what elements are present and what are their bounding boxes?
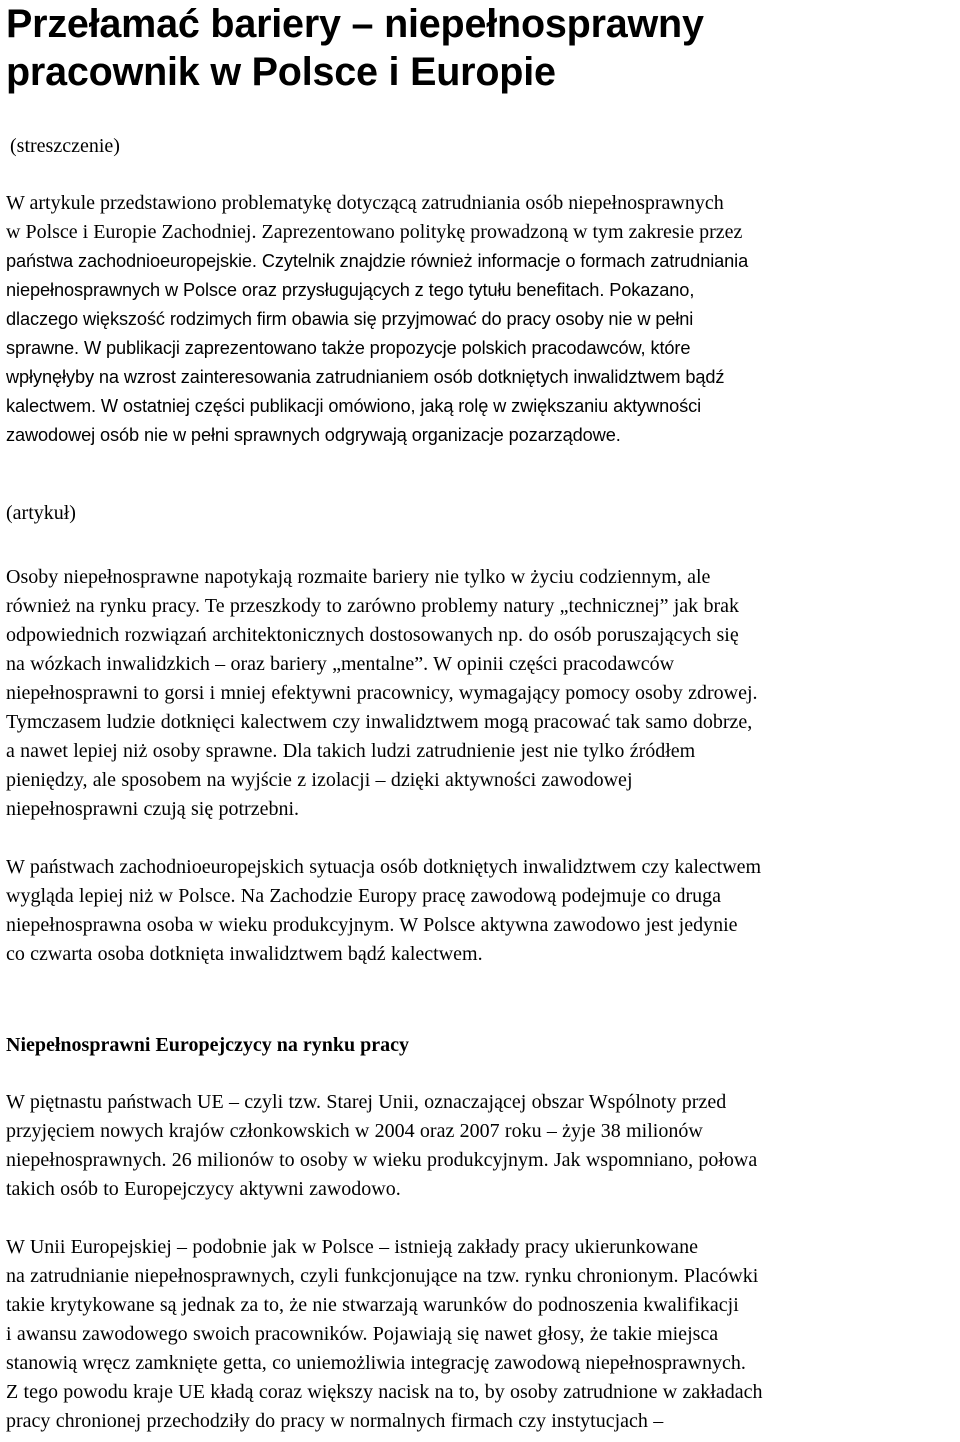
paragraph-line: takie krytykowane są jednak za to, że nie stwarzają warunków do podnoszenia kwalifikacji <box>6 1294 739 1316</box>
paragraph-line: również na rynku pracy. Te przeszkody to zarówno problemy natury „technicznej” jak brak <box>6 595 740 617</box>
abstract-line: zawodowej osób nie w pełni sprawnych odgrywają organizacje pozarządowe. <box>6 425 621 445</box>
paragraph-line: a nawet lepiej niż osoby sprawne. Dla takich ludzi zatrudnienie jest nie tylko źródłem <box>6 740 696 762</box>
paragraph-line: W piętnastu państwach UE – czyli tzw. Starej Unii, oznaczającej obszar Wspólnoty przed <box>6 1091 727 1113</box>
abstract-line: dlaczego większość rodzimych firm obawia się przyjmować do pracy osoby nie w pełni <box>6 309 694 329</box>
abstract-line: W artykule przedstawiono problematykę dotyczącą zatrudniania osób niepełnosprawnych <box>6 192 724 214</box>
paragraph-line: na wózkach inwalidzkich – oraz bariery „mentalne”. W opinii części pracodawców <box>6 653 675 675</box>
abstract-line: wpłynęłyby na wzrost zainteresowania zatrudnianiem osób dotkniętych inwalidztwem bądź <box>6 367 725 387</box>
abstract-line <box>6 218 956 247</box>
abstract-line: kalectwem. W ostatniej części publikacji omówiono, jaką rolę w zwiększaniu aktywności <box>6 396 702 416</box>
paragraph-line: niepełnosprawni czują się potrzebni. <box>6 798 300 820</box>
paragraph-line: takich osób to Europejczycy aktywni zawodowo. <box>6 1178 401 1200</box>
paragraph-line: przyjęciem nowych krajów członkowskich w 2004 oraz 2007 roku – żyje 38 milionów <box>6 1120 703 1142</box>
paragraph-line: i awansu zawodowego swoich pracowników. Pojawiają się nawet głosy, że takie miejsca <box>6 1323 719 1345</box>
abstract-line: sprawne. W publikacji zaprezentowano także propozycje polskich pracodawców, które <box>6 338 691 358</box>
paragraph-line: Tymczasem ludzie dotknięci kalectwem czy inwalidztwem mogą pracować tak samo dobrze, <box>6 711 753 733</box>
article-paragraph-4 <box>6 1233 956 1436</box>
section-heading: Niepełnosprawni Europejczycy na rynku pracy <box>6 1034 409 1056</box>
document-page <box>6 0 956 1436</box>
article-paragraph-1 <box>6 563 956 824</box>
paragraph-line: Z tego powodu kraje UE kładą coraz większy nacisk na to, by osoby zatrudnione w zakładach <box>6 1381 763 1403</box>
title-line: pracownik w Polsce i Europie <box>6 50 556 94</box>
document-title <box>6 0 956 96</box>
paragraph-line: Osoby niepełnosprawne napotykają rozmaite bariery nie tylko w życiu codziennym, ale <box>6 566 711 588</box>
abstract-paragraph <box>6 189 956 450</box>
paragraph-line: W państwach zachodnioeuropejskich sytuacja osób dotkniętych inwalidztwem czy kalectwem <box>6 856 762 878</box>
abstract-line-serif: w Polsce i Europie Zachodniej. Zaprezentowano politykę prowadzoną w tym zakresie przez <box>6 221 743 243</box>
article-paragraph-2 <box>6 853 956 969</box>
paragraph-line: odpowiednich rozwiązań architektonicznych dostosowanych np. do osób poruszających się <box>6 624 739 646</box>
paragraph-line: wygląda lepiej niż w Polsce. Na Zachodzie Europy pracę zawodową podejmuje co druga <box>6 885 721 907</box>
paragraph-line: W Unii Europejskiej – podobnie jak w Polsce – istnieją zakłady pracy ukierunkowane <box>6 1236 698 1258</box>
paragraph-line: na zatrudnianie niepełnosprawnych, czyli funkcjonujące na tzw. rynku chronionym. Placówki <box>6 1265 759 1287</box>
article-label: (artykuł) <box>6 502 76 524</box>
paragraph-line: pracy chronionej przechodziły do pracy w normalnych firmach czy instytucjach – <box>6 1410 664 1432</box>
paragraph-line: co czwarta osoba dotknięta inwalidztwem bądź kalectwem. <box>6 943 483 965</box>
abstract-label: (streszczenie) <box>10 135 120 157</box>
abstract-line: państwa zachodnioeuropejskie. Czytelnik znajdzie również informacje o formach zatrudniania <box>6 251 749 271</box>
article-paragraph-3 <box>6 1088 956 1204</box>
paragraph-line: niepełnosprawna osoba w wieku produkcyjnym. W Polsce aktywna zawodowo jest jedynie <box>6 914 738 936</box>
paragraph-line: pieniędzy, ale sposobem na wyjście z izolacji – dzięki aktywności zawodowej <box>6 769 633 791</box>
title-line: Przełamać bariery – niepełnosprawny <box>6 2 704 46</box>
paragraph-line: stanowią wręcz zamknięte getta, co uniemożliwia integrację zawodową niepełnosprawnych. <box>6 1352 746 1374</box>
paragraph-line: niepełnosprawnych. 26 milionów to osoby w wieku produkcyjnym. Jak wspomniano, połowa <box>6 1149 758 1171</box>
paragraph-line: niepełnosprawni to gorsi i mniej efektywni pracownicy, wymagający pomocy osoby zdrowej. <box>6 682 758 704</box>
abstract-line: niepełnosprawnych w Polsce oraz przysługujących z tego tytułu benefitach. Pokazano, <box>6 280 695 300</box>
